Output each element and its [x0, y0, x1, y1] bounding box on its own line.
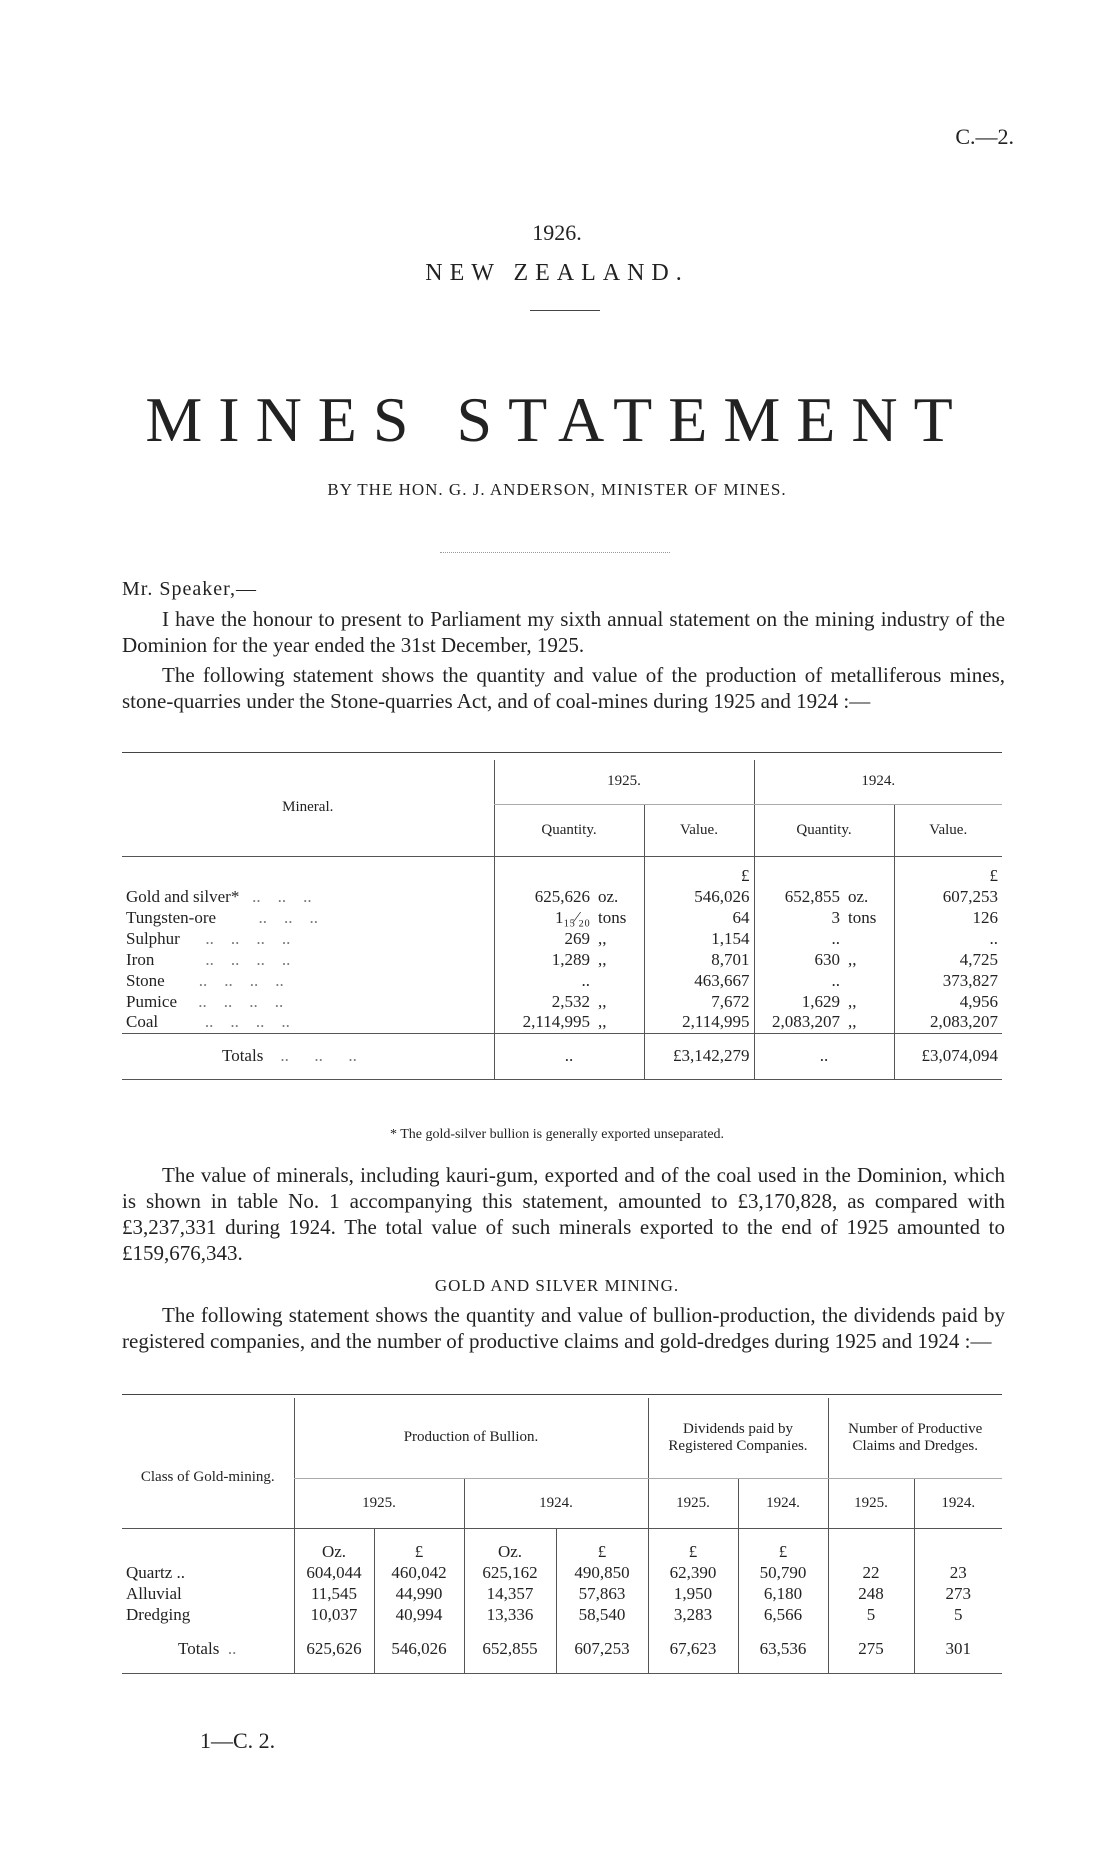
totals-row: Totals .. 625,626 546,026 652,855 607,253 67,623 63,536 275 301 — [122, 1625, 1002, 1673]
table-footnote: * The gold-silver bullion is generally exported unseparated. — [389, 1127, 725, 1142]
statement-paragraph: The following statement shows the quantity and value of the production of metalliferous mines, stone-quarries under the Stone-quarries Act, and of coal-mines during 1925 and 1924 :— — [122, 663, 1005, 713]
column-header-quantity: Quantity. — [494, 804, 644, 856]
column-header-production: Production of Bullion. — [294, 1398, 648, 1478]
section-heading: GOLD AND SILVER MINING. — [434, 1276, 680, 1295]
table-rule — [122, 1394, 1002, 1395]
salutation: Mr. Speaker,— — [122, 578, 257, 600]
column-header-mineral: Mineral. — [122, 760, 494, 856]
column-header-year: 1924. — [754, 760, 1002, 804]
table-row: Stone .. .. .. .. .. 463,667 .. 373,827 — [122, 970, 1002, 991]
document-year: 1926. — [532, 220, 582, 245]
totals-row: Totals .. .. .. .. £3,142,279 .. £3,074,094 — [122, 1033, 1002, 1079]
table-rule — [122, 752, 1002, 753]
table-row: Coal .. .. .. .. 2,114,995 ,, 2,114,995 2,083,207 ,, 2,083,207 — [122, 1012, 1002, 1033]
column-header-dividends: Dividends paid by Registered Companies. — [648, 1398, 828, 1478]
currency-mark: £ — [644, 856, 754, 886]
country-heading: NEW ZEALAND. — [425, 260, 689, 286]
table-row: Pumice .. .. .. .. 2,532 ,, 7,672 1,629 ,, 4,956 — [122, 991, 1002, 1012]
table-row: Iron .. .. .. .. 1,289 ,, 8,701 630 ,, 4,725 — [122, 949, 1002, 970]
column-header-claims: Number of Productive Claims and Dredges. — [828, 1398, 1002, 1478]
column-header-quantity: Quantity. — [754, 804, 894, 856]
byline: BY THE HON. G. J. ANDERSON, MINISTER OF MINES. — [327, 480, 787, 499]
currency-mark: £ — [894, 856, 1002, 886]
value-paragraph: The value of minerals, including kauri-gum, exported and of the coal used in the Dominion, which is shown in table No. 1 accompanying this statement, amounted to £3,170,828, as compared with £3,237,331 during 1924. The total value of such minerals exported to the end of 1925 amounted to £159,676,343. — [122, 1163, 1005, 1265]
table-row: Alluvial 11,545 44,990 14,357 57,863 1,950 6,180 248 273 — [122, 1583, 1002, 1604]
bullion-paragraph: The following statement shows the quantity and value of bullion-production, the dividends paid by registered companies, and the number of productive claims and gold-dredges during 1925 and 1924 :— — [122, 1303, 1005, 1353]
divider — [440, 552, 670, 553]
table-row: Gold and silver* .. .. .. 625,626 oz. 546,026 652,855 oz. 607,253 — [122, 886, 1002, 907]
bullion-table: Class of Gold-mining. Production of Bullion. Dividends paid by Registered Companies. Number of Productive Claims and Dredges. 1925. 1924. 1925. 1924. 1925. 1924. Oz. £ Oz. £ £ £ Quartz .. 604,044 460,042 625,162 490,850 62,390 50,790 22 23 Alluvial 11,545 44,990 14,357 57,863 1,950 6,180 248 273 Dredging 10,037 40,994 13,336 58,540 3,283 6,566 5 5 Totals .. 625,626 546,026 652,855 607,253 67,623 63,536 275 301 — [122, 1398, 1002, 1674]
table-row: Quartz .. 604,044 460,042 625,162 490,850 62,390 50,790 22 23 — [122, 1562, 1002, 1583]
page-title: MINES STATEMENT — [145, 384, 969, 455]
table-row: Sulphur .. .. .. .. 269 ,, 1,154 .. .. — [122, 928, 1002, 949]
table-row: Dredging 10,037 40,994 13,336 58,540 3,283 6,566 5 5 — [122, 1604, 1002, 1625]
column-header-value: Value. — [644, 804, 754, 856]
column-header-value: Value. — [894, 804, 1002, 856]
table-row: Tungsten-ore .. .. .. 1₁₅⁄₂₀ tons 64 3 tons 126 — [122, 907, 1002, 928]
document-reference: C.—2. — [955, 124, 1014, 149]
column-header-class: Class of Gold-mining. — [122, 1398, 294, 1528]
page-footer: 1—C. 2. — [200, 1728, 276, 1753]
intro-paragraph: I have the honour to present to Parliament my sixth annual statement on the mining industry of the Dominion for the year ended the 31st December, 1925. — [122, 607, 1005, 657]
divider — [530, 310, 600, 311]
column-header-year: 1925. — [494, 760, 754, 804]
production-table — [122, 760, 1002, 1080]
